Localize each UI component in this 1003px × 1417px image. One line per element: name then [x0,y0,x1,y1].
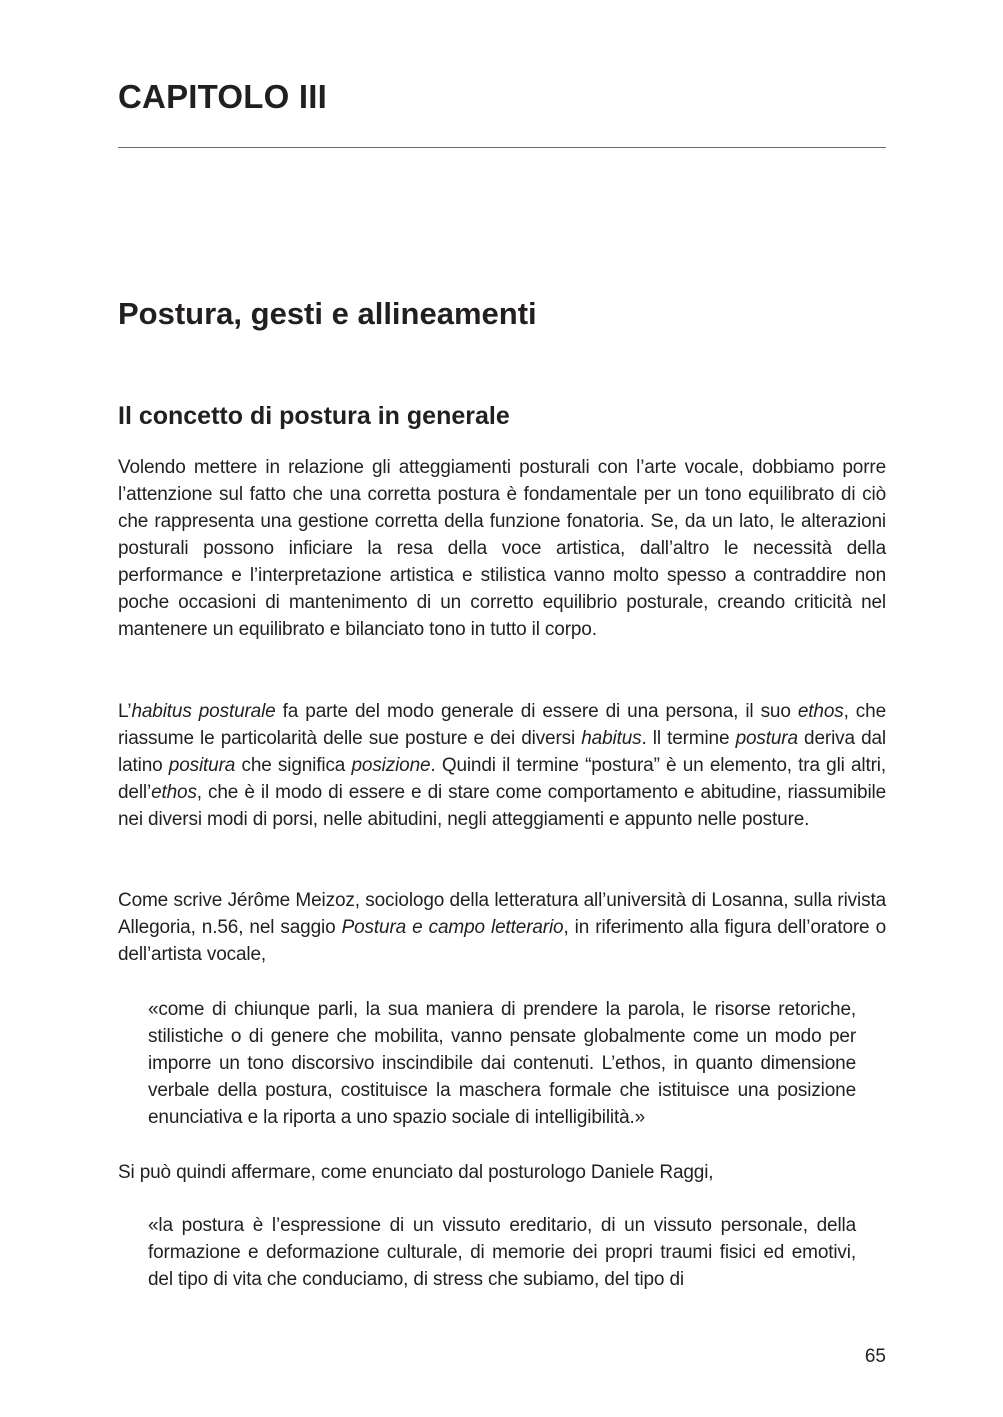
section-title: Postura, gesti e allineamenti [118,296,537,331]
paragraph-3 [118,887,886,968]
chapter-divider [118,147,886,148]
paragraph-2-text-5: deriva dal latino [118,728,886,776]
subsection-title: Il concetto di postura in generale [118,402,510,430]
paragraph-2-text-1: L’ [118,701,132,722]
paragraph-2-text-2: fa parte del modo generale di essere di una persona, il suo [275,701,798,722]
paragraph-2-italic-3: habitus [581,728,642,749]
paragraph-2-text-6: che significa [235,755,352,776]
paragraph-3-text-1: Come scrive Jérôme Meizoz, sociologo della letteratura all’università di Losanna, sulla rivista Allegoria, n.56, nel saggio [118,890,886,938]
paragraph-1: Volendo mettere in relazione gli atteggiamenti posturali con l’arte vocale, dobbiamo porre l’attenzione sul fatto che una corretta postura è fondamentale per un tono equilibrato di ciò che rappresenta una gestione corretta della funzione fonatoria. Se, da un lato, le alterazioni posturali possono inficiare la resa della voce artistica, dall’altro le necessità della performance e l’interpretazione artistica e stilistica vanno molto spesso a contraddire non poche occasioni di mantenimento di un corretto equilibrio posturale, creando criticità nel mantenere un equilibrato e bilanciato tono in tutto il corpo. [118,457,886,640]
paragraph-2-italic-2: ethos [797,701,844,722]
paragraph-2-italic-5: positura [168,755,236,776]
paragraph-2-text-8: , che è il modo di essere e di stare come comportamento e abitudine, riassumibile nei diversi modi di porsi, nelle abitudini, negli atteggiamenti e appunto nelle posture. [118,782,886,830]
paragraph-2-italic-7: ethos [151,782,197,803]
paragraph-2 [118,698,886,833]
paragraph-2-text-3: , che riassume le particolarità delle sue posture e dei diversi [118,701,886,749]
chapter-title: CAPITOLO III [118,78,327,115]
paragraph-3-text-2: , in riferimento alla figura dell’oratore o dell’artista vocale, [118,917,886,965]
paragraph-4: Si può quindi affermare, come enunciato dal posturologo Daniele Raggi, [118,1162,714,1183]
quote-1: «come di chiunque parli, la sua maniera di prendere la parola, le risorse retoriche, stilistiche o di genere che mobilita, vanno pensate globalmente come un modo per imporre un tono discorsivo inscindibile dai contenuti. L’ethos, in quanto dimensione verbale della postura, costituisce la maschera formale che istituisce una posizione enunciativa e la riporta a uno spazio sociale di intelligibilità.» [148,999,856,1128]
paragraph-3-italic-1: Postura e campo letterario [341,917,564,938]
paragraph-2-text-4: . ll termine [641,728,736,749]
page-number: 65 [864,1346,886,1367]
paragraph-2-italic-6: posizione [351,755,431,776]
paragraph-2-italic-1: habitus posturale [131,701,276,722]
paragraph-2-italic-4: postura [735,728,798,749]
paragraph-2-text-7: . Quindi il termine “postura” è un elemento, tra gli altri, dell’ [118,755,886,803]
quote-2: «la postura è l’espressione di un vissuto ereditario, di un vissuto personale, della formazione e deformazione culturale, di memorie dei propri traumi fisici ed emotivi, del tipo di vita che conduciamo, di stress che subiamo, del tipo di [148,1215,856,1290]
